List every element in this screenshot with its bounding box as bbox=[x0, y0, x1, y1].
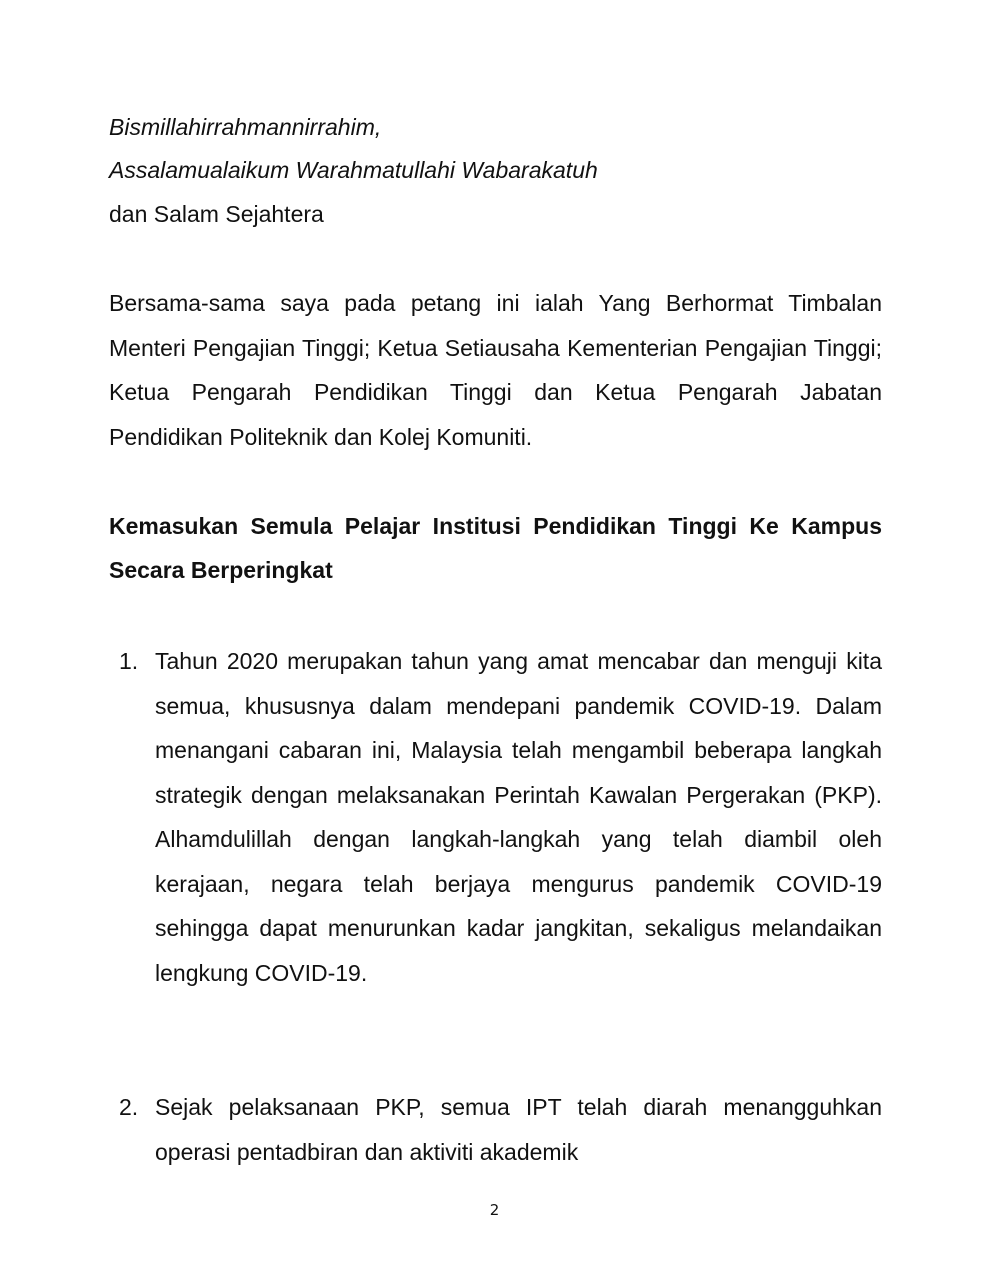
page-number: 2 bbox=[489, 1201, 500, 1219]
greeting-assalamualaikum: Assalamualaikum Warahmatullahi Wabarakatuh bbox=[109, 157, 598, 183]
list-item-number: 2. bbox=[119, 1094, 139, 1120]
greeting-salam: dan Salam Sejahtera bbox=[109, 201, 324, 227]
list-item-text: Tahun 2020 merupakan tahun yang amat mencabar dan menguji kita semua, khususnya dalam mendepani pandemik COVID-19. Dalam menangani cabaran ini, Malaysia telah mengambil beberapa langkah strategik dengan melaksanakan Perintah Kawalan Pergerakan (PKP). Alhamdulillah dengan langkah-langkah yang telah diambil oleh kerajaan, negara telah berjaya mengurus pandemik COVID-19 sehingga dapat menurunkan kadar jangkitan, sekaligus melandaikan lengkung COVID-19. bbox=[155, 648, 882, 986]
list-item-text: Sejak pelaksanaan PKP, semua IPT telah diarah menangguhkan operasi pentadbiran dan aktiviti akademik bbox=[155, 1094, 882, 1165]
greeting-bismillah: Bismillahirrahmannirrahim, bbox=[109, 114, 382, 140]
list-item-number: 1. bbox=[119, 648, 139, 674]
section-heading: Kemasukan Semula Pelajar Institusi Pendidikan Tinggi Ke Kampus Secara Berperingkat bbox=[109, 513, 882, 583]
intro-paragraph: Bersama-sama saya pada petang ini ialah Yang Berhormat Timbalan Menteri Pengajian Tinggi; Ketua Setiausaha Kementerian Pengajian Tinggi; Ketua Pengarah Pendidikan Tinggi dan Ketua Pengarah Jabatan Pendidikan Politeknik dan Kolej Komuniti. bbox=[109, 290, 882, 450]
